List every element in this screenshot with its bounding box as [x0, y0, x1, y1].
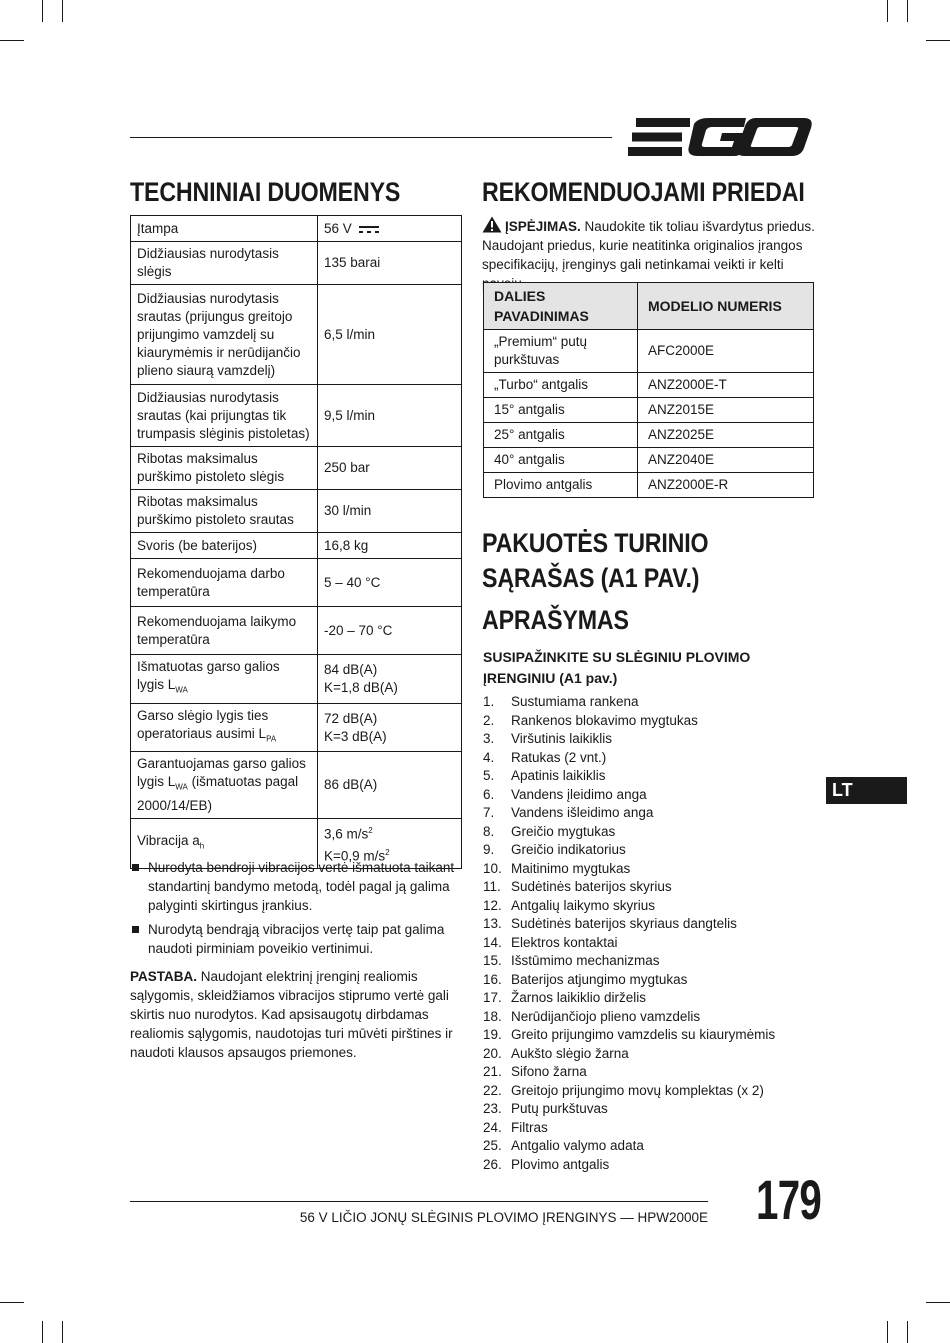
footer-rule: [130, 1201, 708, 1202]
part-name: 15° antgalis: [484, 398, 638, 423]
spec-value: 84 dB(A) K=1,8 dB(A): [318, 655, 462, 704]
spec-key: Garso slėgio lygis ties operatoriaus ausimi $L_{PA}$: [131, 703, 318, 752]
spec-key: Rekomenduojama darbo temperatūra: [131, 559, 318, 607]
column-header: DALIES PAVADINIMAS: [484, 283, 638, 330]
table-header-row: [484, 283, 814, 330]
crop-mark: [62, 1321, 63, 1343]
list-item: 15. Išstūmimo mechanizmas: [483, 953, 660, 968]
tech-title: TECHNINIAI DUOMENYS: [130, 177, 401, 207]
accessories-title: REKOMENDUOJAMI PRIEDAI: [482, 177, 805, 207]
model-number: AFC2000E: [638, 330, 814, 373]
spec-value: 3,6 $m/s^2$ K=0,9 $m/s^2$: [318, 819, 462, 869]
list-item: 23. Putų purkštuvas: [483, 1101, 608, 1116]
spec-value: 72 dB(A) K=3 dB(A): [318, 703, 462, 752]
table-row: [131, 752, 462, 819]
crop-mark: [42, 0, 43, 22]
note-paragraph: PASTABA. Naudojant elektrinį įrenginį realiomis sąlygomis, skleidžiamos vibracijos stiprumo vertė gali skirtis nuo nurodytos. Kad apsisaugotų dirbdamas realiomis sąlygomis, naudotojas turi mūvėti pirštines ir naudoti klausos apsaugos priemones.: [130, 969, 453, 1060]
tech-spec-table: [130, 215, 462, 869]
part-name: „Turbo“ antgalis: [484, 373, 638, 398]
table-row: [484, 448, 814, 473]
list-item: Nurodytą bendrąją vibracijos vertę taip pat galima naudoti pirminiam poveikio vertinimui.: [130, 920, 460, 958]
dc-symbol-icon: [358, 224, 380, 234]
list-item: 10. Maitinimo mygtukas: [483, 860, 631, 876]
table-row: [484, 473, 814, 498]
list-item: 24. Filtras: [483, 1119, 548, 1135]
list-item: 11. Sudėtinės baterijos skyrius: [483, 879, 672, 894]
list-item: 4. Ratukas (2 vnt.): [483, 749, 607, 765]
spec-key: Didžiausias nurodytasis srautas (kai prijungtas tik trumpasis slėginis pistoletas): [131, 385, 318, 447]
crop-mark: [62, 0, 63, 22]
list-item: 17. Žarnos laikiklio dirželis: [483, 990, 647, 1005]
description-title: APRAŠYMAS: [482, 605, 629, 635]
spec-key: Didžiausias nurodytasis slėgis: [131, 242, 318, 285]
list-item: 6. Vandens įleidimo anga: [483, 786, 647, 802]
part-name: 40° antgalis: [484, 448, 638, 473]
table-row: [484, 398, 814, 423]
spec-value: 135 barai: [318, 242, 462, 285]
spec-key: Ribotas maksimalus purškimo pistoleto slėgis: [131, 447, 318, 490]
table-row: [484, 330, 814, 373]
list-item: 3. Viršutinis laikiklis: [483, 731, 613, 746]
spec-value: 5 – 40 °C: [318, 559, 462, 607]
table-row: [131, 490, 462, 533]
accessories-table: [483, 282, 814, 498]
ego-logo: [628, 116, 812, 158]
list-item: 5. Apatinis laikiklis: [483, 768, 606, 783]
spec-value: 16,8 kg: [318, 533, 462, 559]
list-item: 2. Rankenos blokavimo mygtukas: [483, 712, 698, 728]
list-item: 26. Plovimo antgalis: [483, 1156, 610, 1172]
table-row: [131, 385, 462, 447]
parts-list: [483, 693, 813, 1174]
list-item: 13. Sudėtinės baterijos skyriaus dangtelis: [483, 916, 737, 931]
spec-key: Įtampa: [131, 216, 318, 242]
crop-mark: [887, 0, 888, 22]
packing-title-line2: SĄRAŠAS (A1 PAV.): [482, 563, 700, 593]
list-item: 1. Sustumiama rankena: [483, 694, 639, 709]
table-row: [131, 559, 462, 607]
part-name: 25° antgalis: [484, 423, 638, 448]
model-number: ANZ2015E: [638, 398, 814, 423]
warning-icon: [482, 216, 502, 233]
list-item: 18. Nerūdijančiojo plieno vamzdelis: [483, 1008, 701, 1024]
table-row: [131, 216, 462, 242]
list-item: 14. Elektros kontaktai: [483, 934, 618, 950]
spec-value: -20 – 70 °C: [318, 607, 462, 655]
warning-paragraph: ĮSPĖJIMAS. Naudokite tik toliau išvardytus priedus. Naudojant priedus, kurie neatitinka originalios įrangos specifikacijų, įrenginys gali netinkamai veikti ir kelti: [482, 216, 817, 293]
table-row: [131, 703, 462, 752]
spec-key: Ribotas maksimalus purškimo pistoleto srautas: [131, 490, 318, 533]
crop-mark: [907, 0, 908, 22]
spec-value: 86 dB(A): [318, 752, 462, 819]
header-rule: [130, 137, 612, 138]
crop-mark: [887, 1321, 888, 1343]
footer-text: 56 V LIČIO JONŲ SLĖGINIS PLOVIMO ĮRENGINYS — HPW2000E: [299, 1210, 708, 1225]
spec-key: Vibracija $a_h$: [131, 819, 318, 869]
spec-key: Išmatuotas garso galios lygis $L_{WA}$: [131, 655, 318, 704]
list-item: 7. Vandens išleidimo anga: [483, 805, 654, 820]
vibration-notes: [130, 858, 460, 963]
table-row: [131, 533, 462, 559]
spec-key: Rekomenduojama laikymo temperatūra: [131, 607, 318, 655]
language-tab: LT: [826, 777, 907, 804]
list-item: 8. Greičio mygtukas: [483, 823, 616, 839]
list-item: Nurodyta bendroji vibracijos vertė išmatuota taikant standartinį bandymo metodą, todėl pagal ją galima palyginti skirtingus įrankius.: [130, 858, 460, 915]
spec-key: Didžiausias nurodytasis srautas (prijungus greitojo prijungimo vamzdelį su kiaurymėmis ir nerūdijančio plieno siaurą vamzdelį): [131, 285, 318, 385]
model-number: ANZ2040E: [638, 448, 814, 473]
model-number: ANZ2025E: [638, 423, 814, 448]
packing-title-line1: PAKUOTĖS TURINIO: [482, 528, 709, 558]
list-item: 21. Sifono žarna: [483, 1064, 587, 1079]
list-item: 9. Greičio indikatorius: [483, 842, 626, 857]
table-row: [484, 423, 814, 448]
model-number: ANZ2000E-R: [638, 473, 814, 498]
model-number: ANZ2000E-T: [638, 373, 814, 398]
crop-mark: [0, 1302, 24, 1303]
description-subtitle: SUSIPAŽINKITE SU SLĖGINIU PLOVIMO ĮRENGINIU (A1 pav.): [483, 649, 751, 686]
spec-value: 9,5 l/min: [318, 385, 462, 447]
spec-value: 250 bar: [318, 447, 462, 490]
table-row: [131, 655, 462, 704]
list-item: 20. Aukšto slėgio žarna: [483, 1045, 629, 1061]
spec-value: 56 V: [318, 216, 462, 242]
list-item: 19. Greito prijungimo vamzdelis su kiaurymėmis: [483, 1027, 776, 1042]
list-item: 22. Greitojo prijungimo movų komplektas (x 2): [483, 1082, 764, 1098]
table-row: [131, 447, 462, 490]
column-header: MODELIO NUMERIS: [638, 283, 814, 330]
spec-value: 6,5 l/min: [318, 285, 462, 385]
crop-mark: [926, 1302, 950, 1303]
list-item: 12. Antgalių laikymo skyrius: [483, 897, 656, 913]
part-name: „Premium“ putų purkštuvas: [484, 330, 638, 373]
table-row: [484, 373, 814, 398]
table-row: [131, 285, 462, 385]
page-number: 179: [756, 1168, 822, 1231]
crop-mark: [0, 40, 24, 41]
crop-mark: [926, 40, 950, 41]
table-row: [131, 242, 462, 285]
spec-value: 30 l/min: [318, 490, 462, 533]
list-item: 16. Baterijos atjungimo mygtukas: [483, 971, 688, 987]
crop-mark: [42, 1321, 43, 1343]
spec-key: Svoris (be baterijos): [131, 533, 318, 559]
list-item: 25. Antgalio valymo adata: [483, 1138, 644, 1153]
crop-mark: [907, 1321, 908, 1343]
spec-key: Garantuojamas garso galios lygis $L_{WA}$ (išmatuotas pagal 2000/14/EB): [131, 752, 318, 819]
part-name: Plovimo antgalis: [484, 473, 638, 498]
table-row: [131, 607, 462, 655]
